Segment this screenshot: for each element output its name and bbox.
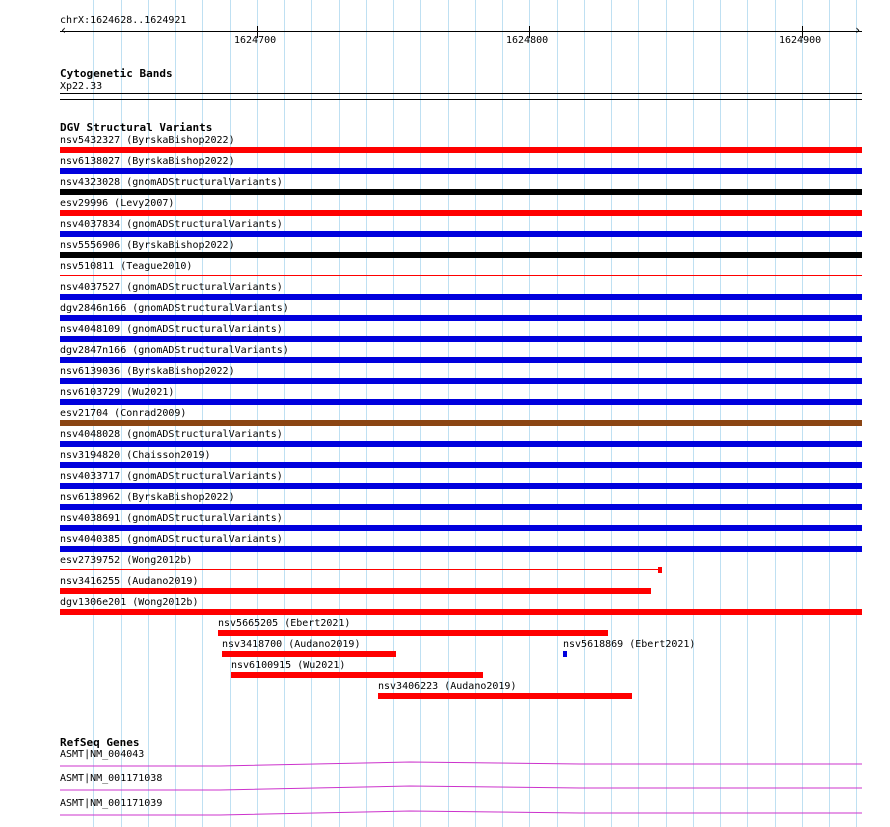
variant-bar[interactable] bbox=[60, 210, 862, 216]
grid-line bbox=[339, 0, 340, 827]
cytoband-line[interactable] bbox=[60, 93, 862, 94]
ruler-right-arrow-icon: › bbox=[854, 23, 862, 37]
variant-bar[interactable] bbox=[378, 693, 632, 699]
variant-bar[interactable] bbox=[60, 399, 862, 405]
variant-bar[interactable] bbox=[60, 252, 862, 258]
grid-line bbox=[529, 0, 530, 827]
variant-label[interactable]: dgv1306e201 (Wong2012b) bbox=[60, 597, 199, 608]
cytoband-label[interactable]: Xp22.33 bbox=[60, 81, 103, 92]
refseq-track-title[interactable]: RefSeq Genes bbox=[60, 736, 140, 749]
grid-line bbox=[666, 0, 667, 827]
variant-label[interactable]: nsv3194820 (Chaisson2019) bbox=[60, 450, 211, 461]
grid-line bbox=[611, 0, 612, 827]
variant-bar[interactable] bbox=[218, 630, 608, 636]
variant-bar[interactable] bbox=[60, 504, 862, 510]
variant-label[interactable]: dgv2847n166 (gnomADStructuralVariants) bbox=[60, 345, 289, 356]
dgv-track-title[interactable]: DGV Structural Variants bbox=[60, 121, 213, 134]
variant-label[interactable]: nsv4038691 (gnomADStructuralVariants) bbox=[60, 513, 283, 524]
variant-label[interactable]: nsv510811 (Teague2010) bbox=[60, 261, 193, 272]
variant-label[interactable]: nsv6139036 (ByrskaBishop2022) bbox=[60, 366, 235, 377]
gene-intron-line[interactable] bbox=[60, 784, 862, 794]
gene-label[interactable]: ASMT|NM_004043 bbox=[60, 749, 145, 760]
variant-bar-end[interactable] bbox=[658, 567, 662, 573]
cytoband-line[interactable] bbox=[60, 99, 862, 100]
variant-bar[interactable] bbox=[563, 651, 567, 657]
gene-label[interactable]: ASMT|NM_001171039 bbox=[60, 798, 163, 809]
grid-line bbox=[230, 0, 231, 827]
ruler-axis bbox=[60, 31, 862, 32]
variant-label[interactable]: nsv5618869 (Ebert2021) bbox=[563, 639, 696, 650]
variant-bar[interactable] bbox=[60, 231, 862, 237]
grid-line bbox=[366, 0, 367, 827]
gene-label[interactable]: ASMT|NM_001171038 bbox=[60, 773, 163, 784]
variant-label[interactable]: nsv4048028 (gnomADStructuralVariants) bbox=[60, 429, 283, 440]
variant-bar[interactable] bbox=[60, 315, 862, 321]
variant-bar[interactable] bbox=[60, 483, 862, 489]
variant-label[interactable]: nsv4323028 (gnomADStructuralVariants) bbox=[60, 177, 283, 188]
variant-label[interactable]: nsv6100915 (Wu2021) bbox=[231, 660, 346, 671]
variant-label[interactable]: dgv2846n166 (gnomADStructuralVariants) bbox=[60, 303, 289, 314]
grid-line bbox=[747, 0, 748, 827]
variant-bar[interactable] bbox=[222, 651, 396, 657]
cytoband-track-title[interactable]: Cytogenetic Bands bbox=[60, 67, 173, 80]
variant-label[interactable]: esv29996 (Levy2007) bbox=[60, 198, 175, 209]
variant-label[interactable]: nsv5432327 (ByrskaBishop2022) bbox=[60, 135, 235, 146]
grid-line bbox=[475, 0, 476, 827]
variant-label[interactable]: nsv3416255 (Audano2019) bbox=[60, 576, 199, 587]
gene-intron-line[interactable] bbox=[60, 809, 862, 819]
variant-bar[interactable] bbox=[60, 294, 862, 300]
variant-bar[interactable] bbox=[60, 525, 862, 531]
grid-line bbox=[257, 0, 258, 827]
variant-label[interactable]: nsv4048109 (gnomADStructuralVariants) bbox=[60, 324, 283, 335]
variant-bar[interactable] bbox=[60, 147, 862, 153]
grid-line bbox=[420, 0, 421, 827]
variant-bar[interactable] bbox=[60, 378, 862, 384]
variant-bar[interactable] bbox=[60, 420, 862, 426]
ruler-left-arrow-icon: ‹ bbox=[60, 23, 68, 37]
variant-label[interactable]: nsv6138027 (ByrskaBishop2022) bbox=[60, 156, 235, 167]
grid-line bbox=[638, 0, 639, 827]
variant-bar[interactable] bbox=[60, 357, 862, 363]
variant-label[interactable]: esv2739752 (Wong2012b) bbox=[60, 555, 193, 566]
variant-label[interactable]: nsv5665205 (Ebert2021) bbox=[218, 618, 351, 629]
grid-line bbox=[311, 0, 312, 827]
variant-bar[interactable] bbox=[231, 672, 483, 678]
variant-label[interactable]: nsv4033717 (gnomADStructuralVariants) bbox=[60, 471, 283, 482]
grid-line bbox=[775, 0, 776, 827]
grid-line bbox=[393, 0, 394, 827]
grid-line bbox=[502, 0, 503, 827]
variant-bar[interactable] bbox=[60, 275, 862, 276]
grid-line bbox=[802, 0, 803, 827]
variant-label[interactable]: nsv5556906 (ByrskaBishop2022) bbox=[60, 240, 235, 251]
variant-bar[interactable] bbox=[60, 546, 862, 552]
variant-label[interactable]: esv21704 (Conrad2009) bbox=[60, 408, 187, 419]
variant-label[interactable]: nsv4037527 (gnomADStructuralVariants) bbox=[60, 282, 283, 293]
grid-line bbox=[693, 0, 694, 827]
variant-bar[interactable] bbox=[60, 609, 862, 615]
variant-bar[interactable] bbox=[60, 588, 651, 594]
ruler-location-label: chrX:1624628..1624921 bbox=[60, 15, 187, 26]
variant-label[interactable]: nsv3418700 (Audano2019) bbox=[222, 639, 361, 650]
ruler-tick-label: 1624800 bbox=[506, 35, 549, 46]
variant-bar[interactable] bbox=[60, 569, 658, 570]
grid-line bbox=[856, 0, 857, 827]
variant-label[interactable]: nsv4037834 (gnomADStructuralVariants) bbox=[60, 219, 283, 230]
variant-label[interactable]: nsv6138962 (ByrskaBishop2022) bbox=[60, 492, 235, 503]
ruler-tick-label: 1624900 bbox=[779, 35, 822, 46]
grid-line bbox=[720, 0, 721, 827]
grid-line bbox=[448, 0, 449, 827]
grid-line bbox=[829, 0, 830, 827]
variant-bar[interactable] bbox=[60, 168, 862, 174]
ruler-tick-label: 1624700 bbox=[234, 35, 277, 46]
variant-bar[interactable] bbox=[60, 336, 862, 342]
gene-intron-line[interactable] bbox=[60, 759, 862, 769]
variant-bar[interactable] bbox=[60, 189, 862, 195]
grid-line bbox=[284, 0, 285, 827]
grid-line bbox=[584, 0, 585, 827]
variant-bar[interactable] bbox=[60, 441, 862, 447]
grid-line bbox=[557, 0, 558, 827]
variant-label[interactable]: nsv3406223 (Audano2019) bbox=[378, 681, 517, 692]
variant-label[interactable]: nsv6103729 (Wu2021) bbox=[60, 387, 175, 398]
variant-bar[interactable] bbox=[60, 462, 862, 468]
variant-label[interactable]: nsv4040385 (gnomADStructuralVariants) bbox=[60, 534, 283, 545]
